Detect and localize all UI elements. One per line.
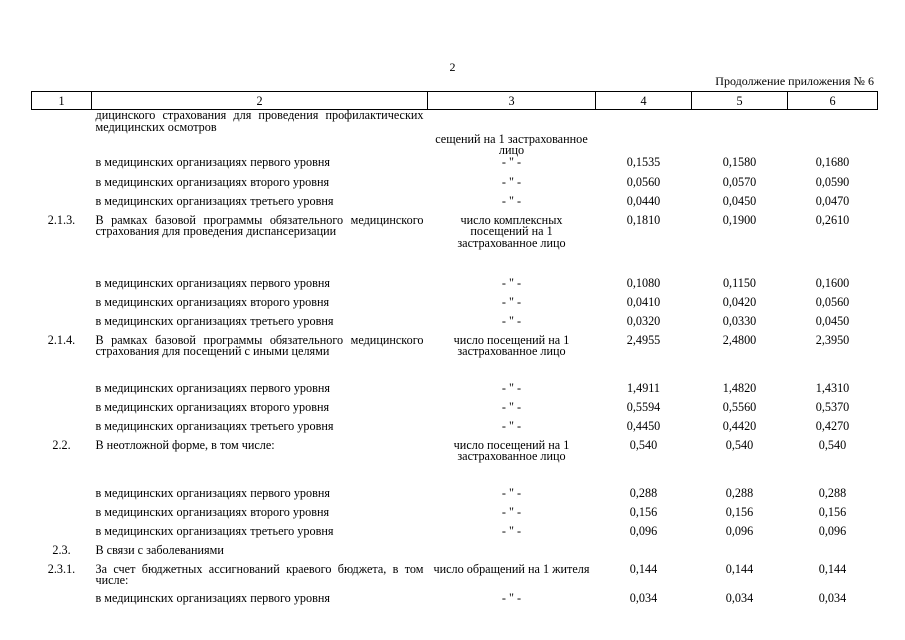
value-cell-col4: 0,0410: [626, 294, 661, 309]
value-cell-col4: 0,4450: [626, 418, 661, 433]
table-row: [32, 402, 878, 421]
table-row: [32, 157, 878, 177]
table-header-row: [32, 92, 878, 110]
unit-cell: [428, 545, 596, 564]
unit-cell: сещений на 1 застрахованное лицо: [435, 131, 588, 157]
table-row: [32, 177, 878, 196]
unit-cell: - " -: [501, 590, 522, 605]
table-row: [32, 335, 878, 383]
description-cell: в медицинских организациях первого уровня: [95, 590, 330, 605]
value-cell-col5: 0,0330: [722, 313, 757, 328]
unit-cell: - " -: [501, 313, 522, 328]
value-cell-col4: 0,0560: [626, 174, 661, 189]
description-cell: в медицинских организациях второго уровня: [95, 504, 330, 519]
table-row: [32, 316, 878, 335]
table-row: [32, 421, 878, 440]
description-cell: в медицинских организациях третьего уровня: [95, 193, 334, 208]
description-cell: В неотложной форме, в том числе:: [95, 437, 275, 452]
row-number-cell: [32, 421, 92, 440]
unit-cell: число посещений на 1 застрахованное лицо: [453, 437, 570, 463]
unit-cell: число обращений на 1 жителя: [433, 561, 590, 576]
row-number-cell: [32, 488, 92, 507]
column-header-4: 4: [596, 92, 692, 110]
value-cell-col5: 0,0450: [722, 193, 757, 208]
value-cell-col4: 0,144: [629, 561, 658, 576]
table-row: [32, 297, 878, 316]
value-cell-col5: [692, 545, 788, 564]
row-number-cell: 2.2.: [52, 437, 71, 452]
description-cell: в медицинских организациях первого уровня: [95, 485, 330, 500]
unit-cell: - " -: [501, 275, 522, 290]
value-cell-col6: 0,540: [818, 437, 847, 452]
unit-cell: - " -: [501, 380, 522, 395]
value-cell-col6: 2,3950: [815, 332, 850, 347]
value-cell-col4: 2,4955: [626, 332, 661, 347]
value-cell-col6: 1,4310: [815, 380, 850, 395]
unit-cell: - " -: [501, 193, 522, 208]
value-cell-col6: 0,034: [818, 590, 847, 605]
value-cell-col6: 0,2610: [815, 212, 850, 227]
value-cell-col4: 0,5594: [626, 399, 661, 414]
value-cell-col4: 0,540: [629, 437, 658, 452]
value-cell-col5: 0,5560: [722, 399, 757, 414]
unit-cell: - " -: [501, 523, 522, 538]
description-cell: В связи с заболеваниями: [95, 542, 224, 557]
table-row: [32, 440, 878, 488]
unit-cell: - " -: [501, 399, 522, 414]
value-cell-col6: 0,0470: [815, 193, 850, 208]
value-cell-col5: 0,1900: [722, 212, 757, 227]
table-row: [32, 110, 878, 157]
value-cell-col6: [788, 110, 878, 157]
table-row: [32, 507, 878, 526]
row-number-cell: [32, 593, 92, 612]
value-cell-col6: 0,0590: [815, 174, 850, 189]
value-cell-col6: [788, 545, 878, 564]
value-cell-col4: [596, 110, 692, 157]
value-cell-col4: 0,0320: [626, 313, 661, 328]
value-cell-col5: 0,156: [725, 504, 754, 519]
description-cell: в медицинских организациях первого уровня: [95, 154, 330, 169]
value-cell-col6: 0,5370: [815, 399, 850, 414]
table-row: [32, 564, 878, 593]
value-cell-col5: 0,4420: [722, 418, 757, 433]
value-cell-col5: 0,288: [725, 485, 754, 500]
description-cell: в медицинских организациях третьего уровня: [95, 313, 334, 328]
table-row: [32, 196, 878, 215]
column-header-2: 2: [92, 92, 428, 110]
value-cell-col5: 1,4820: [722, 380, 757, 395]
value-cell-col4: 0,288: [629, 485, 658, 500]
description-cell: дицинского страхования для проведения профилактических медицинских осмотров: [95, 108, 424, 134]
row-number-cell: [32, 196, 92, 215]
unit-cell: число комплексных посещений на 1 застрахованное лицо: [457, 212, 566, 250]
norms-table: [31, 91, 878, 612]
value-cell-col6: 0,1680: [815, 154, 850, 169]
value-cell-col4: 0,0440: [626, 193, 661, 208]
row-number-cell: 2.3.1.: [47, 561, 76, 576]
description-cell: За счет бюджетных ассигнований краевого бюджета, в том числе:: [95, 561, 424, 587]
value-cell-col4: 0,096: [629, 523, 658, 538]
table-row: [32, 488, 878, 507]
unit-cell: - " -: [501, 418, 522, 433]
value-cell-col6: 0,144: [818, 561, 847, 576]
row-number-cell: [32, 383, 92, 402]
table-row: [32, 278, 878, 297]
value-cell-col4: 0,1535: [626, 154, 661, 169]
description-cell: в медицинских организациях первого уровня: [95, 275, 330, 290]
value-cell-col5: 0,0420: [722, 294, 757, 309]
description-cell: в медицинских организациях первого уровня: [95, 380, 330, 395]
table-row: [32, 545, 878, 564]
row-number-cell: [32, 507, 92, 526]
value-cell-col4: [596, 545, 692, 564]
value-cell-col5: 0,0570: [722, 174, 757, 189]
description-cell: в медицинских организациях третьего уровня: [95, 523, 334, 538]
value-cell-col6: 0,0450: [815, 313, 850, 328]
value-cell-col5: 0,540: [725, 437, 754, 452]
unit-cell: - " -: [501, 294, 522, 309]
description-cell: в медицинских организациях третьего уровня: [95, 418, 334, 433]
description-cell: в медицинских организациях второго уровня: [95, 294, 330, 309]
column-header-5: 5: [692, 92, 788, 110]
value-cell-col5: [692, 110, 788, 157]
column-header-6: 6: [788, 92, 878, 110]
table-row: [32, 593, 878, 612]
value-cell-col6: 0,4270: [815, 418, 850, 433]
column-header-3: 3: [428, 92, 596, 110]
description-cell: В рамках базовой программы обязательного медицинского страхования для посещений с иными целями: [95, 332, 424, 358]
value-cell-col5: 0,144: [725, 561, 754, 576]
value-cell-col6: 0,156: [818, 504, 847, 519]
row-number-cell: 2.1.4.: [47, 332, 76, 347]
unit-cell: - " -: [501, 174, 522, 189]
row-number-cell: [32, 157, 92, 177]
page-number: 2: [449, 60, 456, 74]
value-cell-col4: 0,1810: [626, 212, 661, 227]
row-number-cell: [32, 316, 92, 335]
value-cell-col5: 0,096: [725, 523, 754, 538]
value-cell-col6: 0,096: [818, 523, 847, 538]
value-cell-col4: 0,034: [629, 590, 658, 605]
table-row: [32, 383, 878, 402]
unit-cell: число посещений на 1 застрахованное лицо: [453, 332, 570, 358]
unit-cell: - " -: [501, 485, 522, 500]
column-header-1: 1: [32, 92, 92, 110]
description-cell: в медицинских организациях второго уровня: [95, 399, 330, 414]
table-row: [32, 526, 878, 545]
value-cell-col4: 1,4911: [626, 380, 661, 395]
row-number-cell: [32, 297, 92, 316]
value-cell-col6: 0,288: [818, 485, 847, 500]
value-cell-col4: 0,1080: [626, 275, 661, 290]
value-cell-col4: 0,156: [629, 504, 658, 519]
row-number-cell: [32, 110, 92, 157]
unit-cell: - " -: [501, 154, 522, 169]
row-number-cell: [32, 278, 92, 297]
value-cell-col6: 0,0560: [815, 294, 850, 309]
value-cell-col6: 0,1600: [815, 275, 850, 290]
value-cell-col5: 0,1150: [722, 275, 757, 290]
unit-cell: - " -: [501, 504, 522, 519]
continuation-note: Продолжение приложения № 6: [715, 74, 874, 88]
row-number-cell: [32, 526, 92, 545]
row-number-cell: 2.3.: [52, 542, 71, 557]
value-cell-col5: 2,4800: [722, 332, 757, 347]
description-cell: В рамках базовой программы обязательного медицинского страхования для проведения диспансеризации: [95, 212, 424, 238]
table-row: [32, 215, 878, 278]
row-number-cell: [32, 177, 92, 196]
row-number-cell: 2.1.3.: [47, 212, 76, 227]
value-cell-col5: 0,1580: [722, 154, 757, 169]
value-cell-col5: 0,034: [725, 590, 754, 605]
row-number-cell: [32, 402, 92, 421]
description-cell: в медицинских организациях второго уровня: [95, 174, 330, 189]
